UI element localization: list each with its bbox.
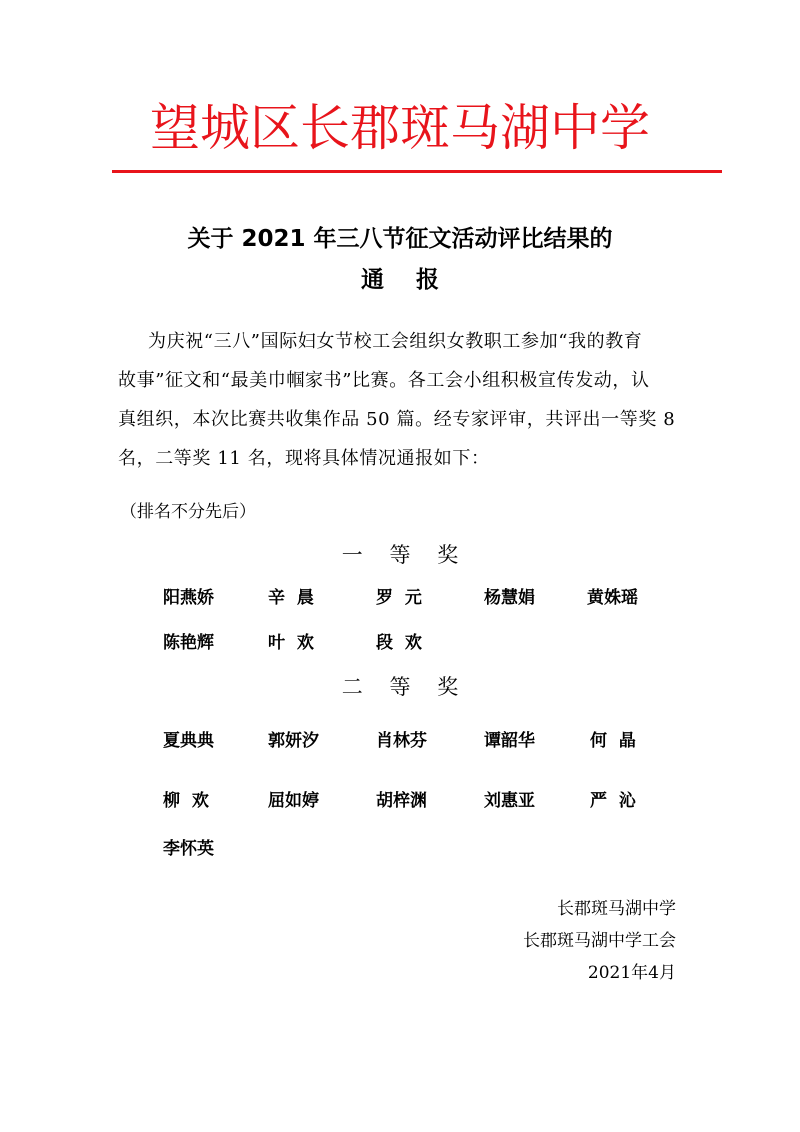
second-prize-name: 屈如婷 xyxy=(268,791,319,811)
signature-union: 长郡斑马湖中学工会 xyxy=(523,931,676,951)
first-prize-name: 阳燕娇 xyxy=(163,588,214,608)
second-prize-heading: 二 等 奖 xyxy=(341,675,459,699)
ranking-note: （排名不分先后） xyxy=(120,502,256,522)
doc-title-line2: 通 报 xyxy=(360,267,440,293)
body-line: 名，二等奖 11 名，现将具体情况通报如下： xyxy=(118,448,490,469)
first-prize-name: 杨慧娟 xyxy=(484,588,535,608)
first-prize-name: 罗 元 xyxy=(376,588,422,608)
body-line: 故事”征文和“最美巾帼家书”比赛。各工会小组积极宣传发动，认 xyxy=(118,370,650,391)
second-prize-name: 柳 欢 xyxy=(163,791,209,811)
second-prize-name: 郭妍汐 xyxy=(268,731,319,751)
body-line: 为庆祝“三八”国际妇女节校工会组织女教职工参加“我的教育 xyxy=(148,331,643,352)
second-prize-name: 夏典典 xyxy=(163,731,214,751)
second-prize-name: 何 晶 xyxy=(590,731,636,751)
first-prize-name: 辛 晨 xyxy=(268,588,314,608)
first-prize-name: 段 欢 xyxy=(376,633,422,653)
school-name: 望城区长郡斑马湖中学 xyxy=(150,99,650,157)
first-prize-heading: 一 等 奖 xyxy=(341,543,459,567)
first-prize-name: 叶 欢 xyxy=(268,633,314,653)
first-prize-name: 黄姝瑶 xyxy=(587,588,638,608)
body-line: 真组织，本次比赛共收集作品 50 篇。经专家评审，共评出一等奖 8 xyxy=(118,409,676,430)
second-prize-name: 谭韶华 xyxy=(484,731,535,751)
signature-date: 2021年4月 xyxy=(587,963,676,983)
signature-school: 长郡斑马湖中学 xyxy=(557,899,676,919)
second-prize-name: 刘惠亚 xyxy=(484,791,535,811)
second-prize-name: 胡梓渊 xyxy=(376,791,427,811)
second-prize-name: 严 沁 xyxy=(590,791,636,811)
first-prize-name: 陈艳辉 xyxy=(163,633,214,653)
doc-title-line1: 关于 2021 年三八节征文活动评比结果的 xyxy=(187,226,613,252)
second-prize-name: 李怀英 xyxy=(163,839,214,859)
body-paragraph xyxy=(118,322,698,478)
header-divider xyxy=(112,170,722,173)
second-prize-name: 肖林芬 xyxy=(376,731,427,751)
